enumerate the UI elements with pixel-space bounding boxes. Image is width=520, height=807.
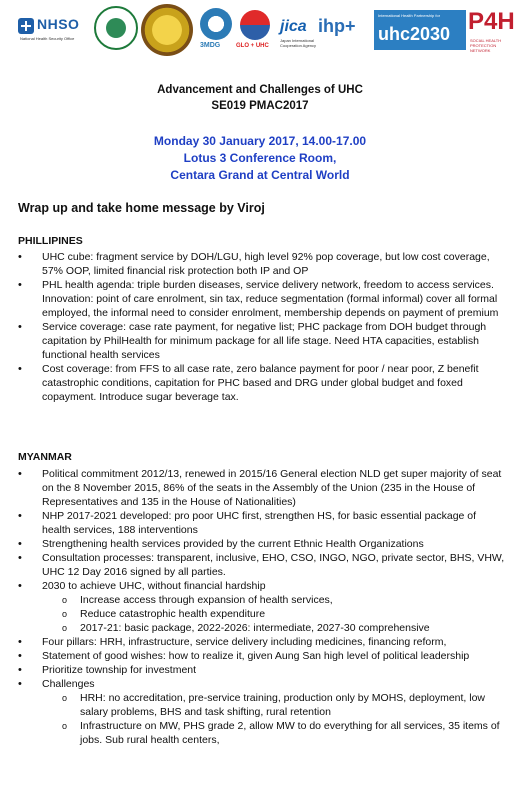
list-item: • NHP 2017-2021 developed: pro poor UHC first, strengthen HS, for basic essential package of health services, 188 interventions xyxy=(0,509,520,537)
royal-seal-logo xyxy=(141,4,193,56)
uhc2030-logo-text: uhc2030 xyxy=(378,24,451,44)
sub-list-item: o HRH: no accreditation, pre-service training, production only by MOHS, deployment, low salary problems, BHS and task shifting, rural retention xyxy=(42,691,506,719)
sub-list-2030 xyxy=(42,593,506,635)
sub-list-item: o Increase access through expansion of health services, xyxy=(42,593,506,607)
nhso-logo-subtitle: National Health Security Office xyxy=(20,36,75,41)
philippines-list xyxy=(0,250,520,404)
uhc2030-logo-caption: International Health Partnership for xyxy=(378,13,441,18)
list-item: • Statement of good wishes: how to realize it, given Aung San high level of political leadership xyxy=(0,649,520,663)
logo-strip xyxy=(0,0,520,64)
myanmar-list xyxy=(0,467,520,747)
list-item: • UHC cube: fragment service by DOH/LGU, high level 92% pop coverage, but low cost coverage, 57% OOP, limited financial risk protection both IP and OP xyxy=(0,250,520,278)
document-title-line1: Advancement and Challenges of UHC xyxy=(157,84,363,96)
sub-list-challenges xyxy=(42,691,506,747)
ministry-seal-logo xyxy=(94,6,138,50)
sub-list-item: o 2017-21: basic package, 2022-2026: intermediate, 2027-30 comprehensive xyxy=(42,621,506,635)
nhso-logo-text: NHSO xyxy=(37,16,80,32)
ihp-logo: ihp+ xyxy=(318,16,356,36)
sub-list-item: o Reduce catastrophic health expenditure xyxy=(42,607,506,621)
jica-logo: jica xyxy=(280,18,307,35)
event-venue: Centara Grand at Central World xyxy=(170,168,350,182)
section-heading: Wrap up and take home message by Viroj xyxy=(18,201,265,215)
nhso-cross-icon xyxy=(18,18,34,34)
glo-uhc-logo-text: GLO + UHC xyxy=(236,43,269,49)
uhc2030-logo xyxy=(374,10,466,50)
list-item: • Prioritize township for investment xyxy=(0,663,520,677)
3mdg-logo xyxy=(200,8,232,40)
3mdg-logo-text: 3MDG xyxy=(200,42,221,49)
list-item: • Strengthening health services provided by the current Ethnic Health Organizations xyxy=(0,537,520,551)
list-item-text: Challenges xyxy=(42,678,95,690)
list-item: • PHL health agenda: triple burden diseases, service delivery network, freedom to access services. Innovation: point of care enrolment, sin tax, reduce segmentation (formal informal) cover all formal employed, the informal need to consider enrolment, membership depends on payment of premium xyxy=(0,278,520,320)
list-item-text: 2030 to achieve UHC, without financial hardship xyxy=(42,580,266,592)
list-item: • Four pillars: HRH, infrastructure, service delivery including medicines, financing reform, xyxy=(0,635,520,649)
list-item: • Cost coverage: from FFS to all case rate, zero balance payment for poor / near poor, Z benefit catastrophic conditions, capitation for PHC based and DRG under global budget and foxed copayment. Introduce sugar beverage tax. xyxy=(0,362,520,404)
p4h-logo-text: P4H xyxy=(468,8,515,35)
event-room: Lotus 3 Conference Room, xyxy=(183,151,337,165)
list-item: • Service coverage: case rate payment, for negative list; PHC package from DOH budget through capitation by PhilHealth for minimum package for all life stage. Need HTA capacities, establish functional health services xyxy=(0,320,520,362)
philippines-label: PHILLIPINES xyxy=(18,235,83,247)
myanmar-label: MYANMAR xyxy=(18,451,72,463)
list-item: • Consultation processes: transparent, inclusive, EHO, CSO, INGO, NGO, private sector, BHS, VHW, UHC 12 Day 2016 signed by all parties. xyxy=(0,551,520,579)
glo-uhc-logo xyxy=(240,10,270,40)
p4h-logo xyxy=(468,8,515,54)
list-item-2030 xyxy=(0,579,520,635)
p4h-logo-subtitle: SOCIAL HEALTH PROTECTION NETWORK xyxy=(470,38,502,53)
event-date: Monday 30 January 2017, 14.00-17.00 xyxy=(153,134,367,148)
nhso-logo xyxy=(18,16,90,44)
list-item: • Political commitment 2012/13, renewed in 2015/16 General election NLD get super majority of seat on the 8 November 2015, 86% of the seats in the Assembly of the Union (235 in the House of Representatives and 135 in the House of Nationalities) xyxy=(0,467,520,509)
document-title-line2: SE019 PMAC2017 xyxy=(211,100,309,112)
jica-logo-subtitle: Japan International Cooperation Agency xyxy=(280,38,317,48)
sub-list-item: o Infrastructure on MW, PHS grade 2, allow MW to do everything for all services, 35 items of jobs. Sub rural health centers, xyxy=(42,719,506,747)
list-item-challenges xyxy=(0,677,520,747)
